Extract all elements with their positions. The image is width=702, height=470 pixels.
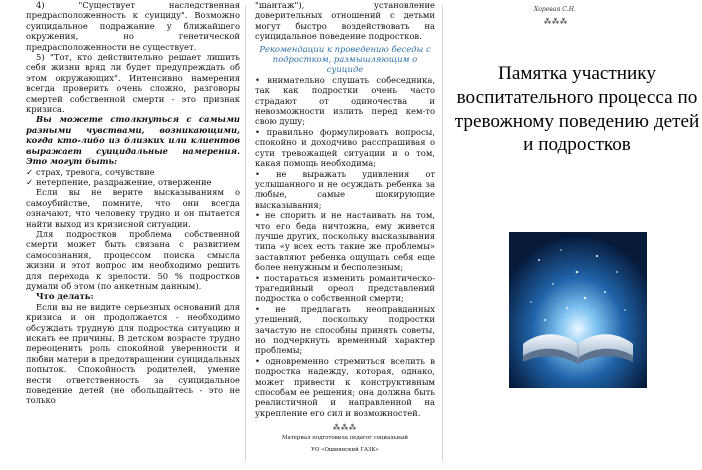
left-column bbox=[26, 0, 240, 470]
continuation-paragraph: "шантаж"), установление доверительных отношений с детьми могут быстро воздействовать на суицидальное поведение подростков. bbox=[255, 0, 435, 42]
recommendation-item bbox=[255, 273, 435, 304]
recommendation-text: постараться изменить романтическо-трагедийный ореол представлений подростка о собственной смерти; bbox=[255, 272, 435, 304]
bullet-icon: • bbox=[255, 210, 265, 221]
column-divider bbox=[442, 6, 443, 462]
open-book-illustration bbox=[509, 232, 647, 388]
feeling-item-text: нетерпение, раздражение, отвержение bbox=[36, 176, 212, 187]
organization-text: УО «Ошмянский ГАЗК» bbox=[311, 447, 379, 454]
recommendation-item bbox=[255, 127, 435, 169]
bullet-icon: • bbox=[255, 355, 266, 366]
recommendation-text: одновременно стремиться вселить в подростка надежду, которая, однако, может привести к конструктивным способам ее решения; она должна быть реалистичной и направленной на укрепление его сил и возможностей. bbox=[255, 355, 435, 418]
feeling-item bbox=[26, 177, 240, 187]
recommendation-item bbox=[255, 356, 435, 418]
cover-column bbox=[452, 0, 702, 470]
ornament-divider: ⁂⁂⁂ bbox=[544, 18, 568, 26]
suicide-statements-paragraph: Если вы не верите высказываниям о самоубийстве, помните, что они всегда означают, что человеку трудно и он пытается найти выход из кризисной ситуации. bbox=[26, 187, 240, 229]
myth-5-paragraph: 5) "Тот, кто действительно решает лишить себя жизни вряд ли будет предупреждать об этом окружающих". Интенсивно намерения всегда проверить очень сложно, разговоры смертей собственной смерти - это признак кризиса. bbox=[26, 52, 240, 115]
ornament-divider: ⁂⁂⁂ bbox=[333, 424, 357, 433]
book-light-image bbox=[509, 232, 647, 388]
bullet-icon: • bbox=[255, 74, 268, 85]
check-icon: ✓ bbox=[26, 166, 34, 177]
recommendations-heading: Рекомендации к проведению беседы с подростком, размышляющим о суициде bbox=[259, 43, 431, 75]
prepared-by-text: Материал подготовила педагог социальный bbox=[281, 435, 409, 442]
what-to-do-heading: Что делать: bbox=[36, 291, 94, 302]
cover-title: Памятка участнику воспитательного процесса по тревожному поведению детей и подростков bbox=[454, 63, 700, 156]
feelings-intro-paragraph: Вы можете столкнуться с самыми разными чувствами, возникающими, когда кто-либо из близких или клиентов выражает суицидальные намерения. Это могут быть: bbox=[26, 114, 240, 167]
teen-death-paragraph: Для подростков проблема собственной смерти может быть связана с развитием самосознания, процессом поиска смысла жизни и этот вопрос им необходимо решить для перехода к зрелости. 50 % подростков думали об этом (по анкетным данным). bbox=[26, 228, 240, 291]
recommendation-text: не спорить и не настаивать на том, что его беда ничтожна, ему живется лучше других, поскольку высказывания типа «у всех есть такие же проблемы» заставляют ребенка ощущать себя еще более ненужным и бесполезным; bbox=[255, 210, 435, 273]
feeling-item bbox=[26, 167, 240, 177]
recommendation-item bbox=[255, 304, 435, 356]
column-divider bbox=[245, 6, 246, 462]
myth-4-paragraph: 4) "Существует наследственная предрасположенность к суициду". Возможно суицидальное подражание у ближайшего окружения, но генетической предрасположенности не существует. bbox=[26, 0, 240, 52]
bullet-icon: • bbox=[255, 168, 276, 179]
bullet-icon: • bbox=[255, 272, 265, 283]
bullet-icon: • bbox=[255, 126, 267, 137]
recommendation-text: правильно формулировать вопросы, спокойно и доходчиво расспрашивая о сути тревожащей ситуации и о том, какая помощь необходима; bbox=[255, 126, 435, 169]
recommendation-text: не предлагать неоправданных утешений, поскольку подростки зачастую не способны принять советы, но подчеркнуть временный характер проблемы; bbox=[255, 303, 435, 356]
author-name: Хоревая С.Н. bbox=[534, 6, 576, 13]
check-icon: ✓ bbox=[26, 176, 34, 187]
recommendation-item bbox=[255, 169, 435, 211]
recommendation-text: внимательно слушать собеседника, так как подростки очень часто страдают от одиночества и невозможности излить перед кем-то свою душу; bbox=[255, 74, 435, 127]
what-to-do-paragraph: Если вы не видите серьезных оснований для кризиса и он продолжается - необходимо обсуждать трудную для подростка ситуацию и искать ее причины. В детском возрасте трудно переоценить роль спокойной уверенности и любви матери в предотвращении суицидальных попыток. Спокойность родителей, умение нести ответственность за суицидальное поведение детей (не обольщайтесь - это не только bbox=[26, 301, 240, 406]
bullet-icon: • bbox=[255, 303, 276, 314]
recommendation-item bbox=[255, 210, 435, 272]
feeling-item-text: страх, тревога, сочувствие bbox=[36, 166, 155, 177]
recommendation-text: не выражать удивления от услышанного и не осуждать ребенка за любые, самые шокирующие высказывания; bbox=[255, 168, 435, 210]
middle-column bbox=[255, 0, 435, 470]
recommendation-item bbox=[255, 75, 435, 127]
